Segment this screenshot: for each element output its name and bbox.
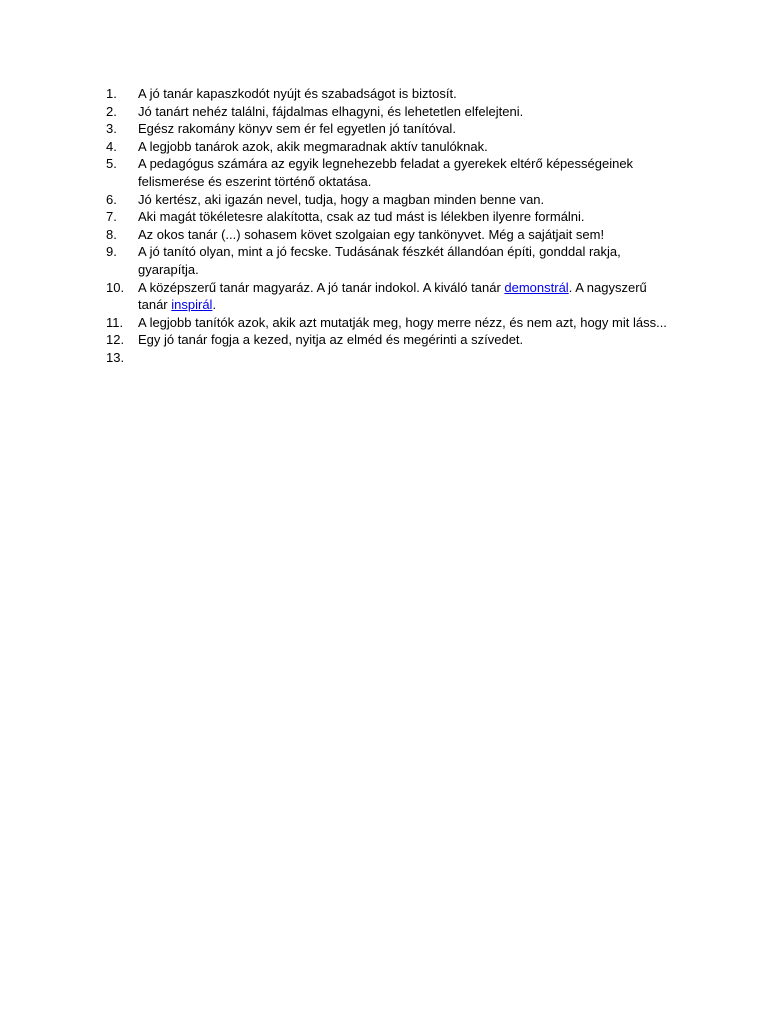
list-item-text: Az okos tanár (...) sohasem követ szolgaian egy tankönyvet. Még a sajátjait sem! [138,226,605,242]
list-item-text: A pedagógus számára az egyik legnehezebb feladat a gyerekek eltérő képességeinek felismerése és eszerint történő oktatása. [138,156,634,189]
list-item-text: A legjobb tanárok azok, akik megmaradnak aktív tanulóknak. [138,138,488,154]
list-number: 10. [106,279,125,295]
list-item-text: A jó tanító olyan, mint a jó fecske. Tudásának fészkét állandóan építi, gonddal rakja, gyarapítja. [138,244,621,277]
list-number: 4. [106,138,117,154]
list-number: 2. [106,103,117,119]
list-item [106,226,676,244]
list-number: 11. [106,314,124,330]
list-item-text: Aki magát tökéletesre alakította, csak az tud mást is lélekben ilyenre formálni. [138,209,585,225]
text-segment: . [212,297,217,313]
list-number: 12. [106,332,125,348]
text-segment: . A nagyszerű tanár [138,279,647,313]
list-item-text: Jó kertész, aki igazán nevel, tudja, hogy a magban minden benne van. [138,191,545,207]
inspiral-link[interactable]: inspirál [171,297,213,313]
demonstral-link[interactable]: demonstrál [504,279,569,295]
list-item-text [138,279,676,314]
list-item [106,279,676,314]
list-item [106,208,676,226]
list-item [106,138,676,156]
list-number: 1. [106,86,117,101]
list-item [106,120,676,138]
list-item [106,331,676,349]
list-item [106,103,676,121]
quote-list [106,85,676,367]
list-item [106,349,676,367]
list-item [106,191,676,209]
list-item [106,314,676,332]
list-number: 13. [106,349,125,365]
list-item [106,85,676,103]
list-number: 8. [106,226,117,242]
list-item-text: A legjobb tanítók azok, akik azt mutatják meg, hogy merre nézz, és nem azt, hogy mit láss... [138,314,667,330]
list-item-text: A jó tanár kapaszkodót nyújt és szabadságot is biztosít. [138,86,457,101]
list-number: 9. [106,244,117,260]
list-number: 6. [106,191,117,207]
list-item [106,243,676,278]
list-item-text: Egy jó tanár fogja a kezed, nyitja az elméd és megérinti a szívedet. [138,332,524,348]
list-number: 7. [106,209,117,225]
list-item-text: Jó tanárt nehéz találni, fájdalmas elhagyni, és lehetetlen elfelejteni. [138,103,524,119]
text-segment: A középszerű tanár magyaráz. A jó tanár indokol. A kiváló tanár [138,279,505,295]
list-number: 5. [106,156,117,172]
list-item-text: Egész rakomány könyv sem ér fel egyetlen jó tanítóval. [138,121,456,137]
list-number: 3. [106,121,117,137]
list-item [106,155,676,190]
